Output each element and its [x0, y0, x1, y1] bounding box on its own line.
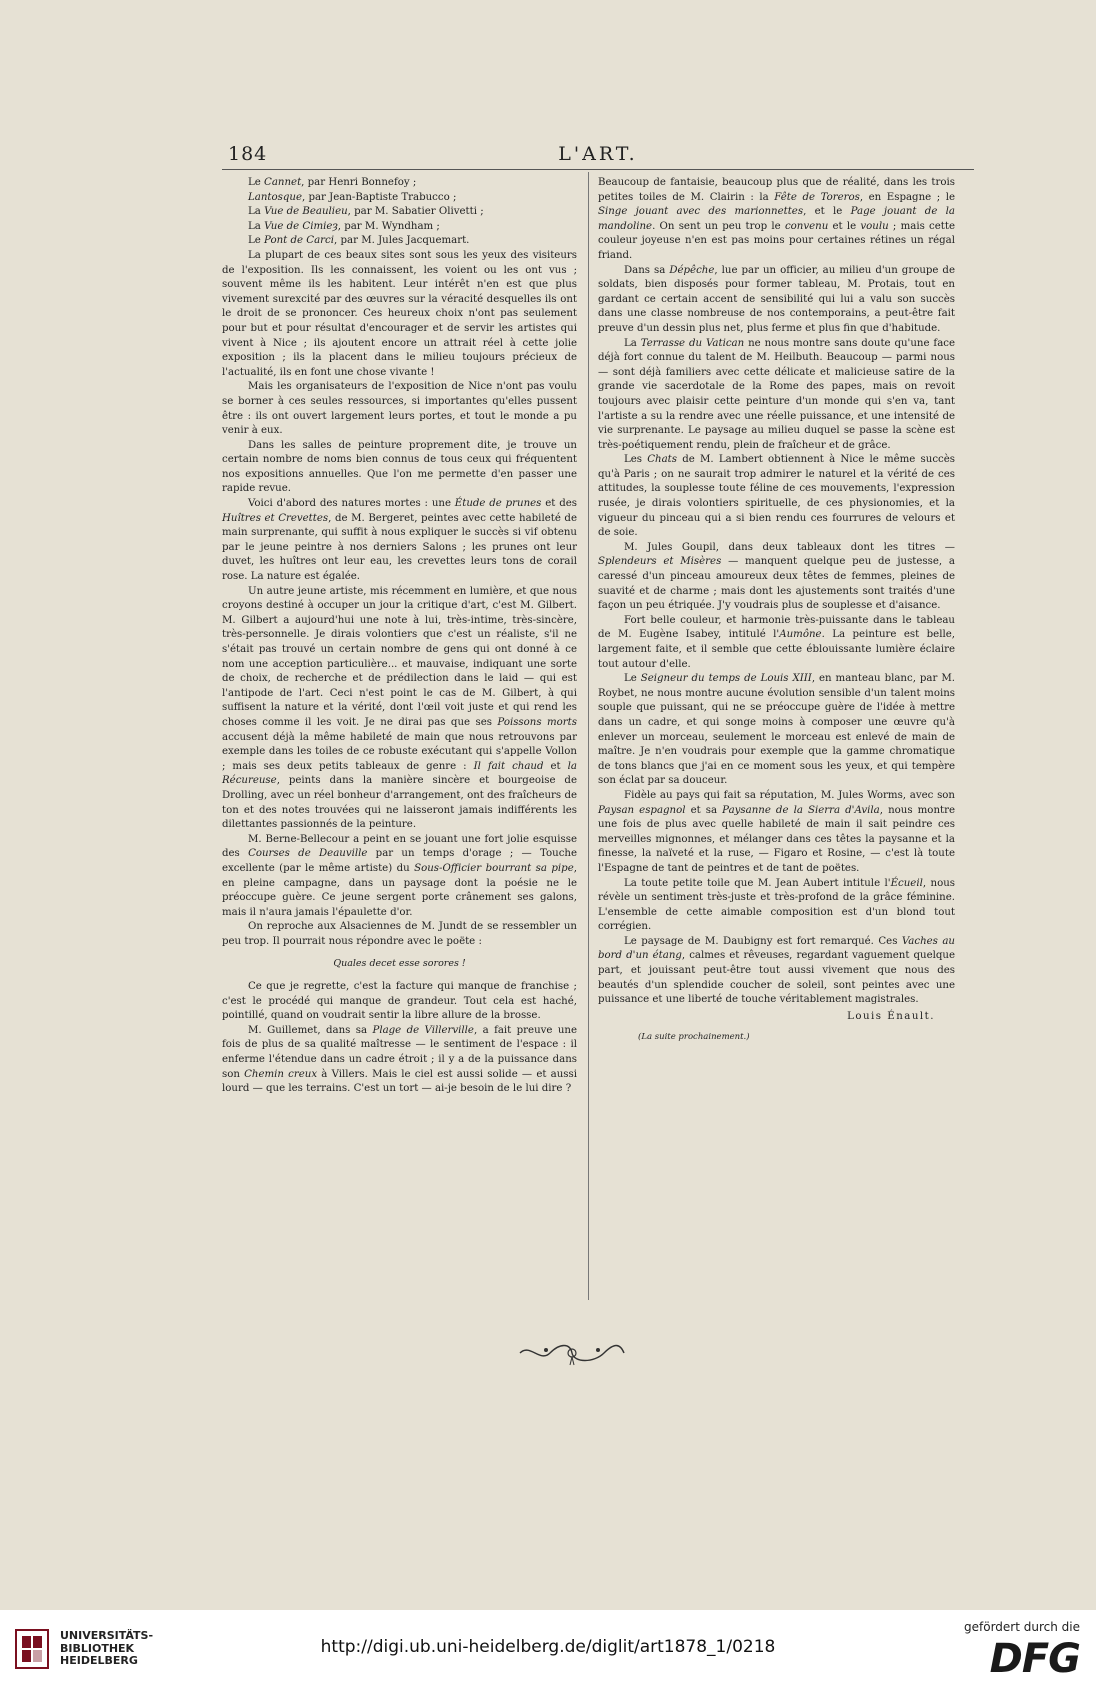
paragraph: La plupart de ces beaux sites sont sous les yeux des visiteurs de l'exposition. Ils les connaissent, les voient ou les ont vus ; souvent même ils les habitent. Leur intérêt n'en est que plus vivement surexcité par des œuvres sur la véracité desquelles ils ont le droit de se prononcer. Ces heureux choix n'ont pas seulement pour but et pour résultat d'encourager et de servir les artistes qui vivent à Nice ; ils ajoutent encore un attrait réel à cette jolie exposition ; ils la placent dans le milieu toujours précieux de l'actualité, ils en font une chose vivante ! — [222, 249, 577, 378]
paragraph: Le Seigneur du temps de Louis XIII, en manteau blanc, par M. Roybet, ne nous montre aucune évolution sensible d'un talent moins souple que puissant, qui ne se préoccupe guère de l'idée à mettre dans un cadre, et qui songe moins à composer une œuvre qu'à enlever un morceau, seulement le morceau est enlevé de main de maître. Je n'en voudrais pour exemple que la gamme chromatique de tons blancs que j'ai en ce moment sous les yeux, et qui tempère son éclat par sa douceur. — [598, 673, 955, 787]
paragraph: M. Berne-Bellecour a peint en se jouant une fort jolie esquisse des Courses de Deauville par un temps d'orage ; — Touche excellente (par le même artiste) du Sous-Officier bourrant sa pipe, en pleine campagne, dans un paysage dont la poésie ne le préoccupe guère. Ce jeune sergent porte crânement ses galons, mais il n'aura jamais l'épaulette d'or. — [222, 833, 577, 918]
left-column — [222, 176, 577, 1097]
library-name-line: UNIVERSITÄTS- — [60, 1629, 154, 1642]
paragraph: La toute petite toile que M. Jean Aubert intitule l'Écueil, nous révèle un sentiment très-juste et très-profond de la grâce féminine. L'ensemble de cette aimable composition est d'un blond tout corrégien. — [598, 877, 955, 933]
quotation: Quales decet esse sorores ! — [333, 958, 466, 970]
paragraph: La Vue de Beaulieu, par M. Sabatier Olivetti ; — [248, 206, 484, 218]
funded-by-label: gefördert durch die — [964, 1620, 1080, 1634]
paragraph: Un autre jeune artiste, mis récemment en lumière, et que nous croyons destiné à occuper un jour la critique d'art, c'est M. Gilbert. M. Gilbert a aujourd'hui une note à lui, très-intime, très-sincère, très-personnelle. Je dirais volontiers que c'est un réaliste, s'il ne s'était pas trouvé un certain nombre de gens qui ont donné à ce nom une acception particulière... et mauvaise, indiquant une sorte de choix, de recherche et de prédilection dans le laid — qui est l'antipode de l'art. Ceci n'est point le cas de M. Gilbert, à qui suffisent la nature et la vérité, dont l'œil voit juste et qui rend les choses comme il les voit. Je ne dirai pas que ses Poissons morts accusent déjà la même habileté de main que nous retrouvons par exemple dans les toiles de ce robuste exécutant qui s'appelle Vollon ; mais ses deux petits tableaux de genre : Il fait chaud et la Récureuse, peints dans la manière sincère et bourgeoise de Drolling, avec un réel bonheur d'arrangement, ont des fraîcheurs de ton et des notes trouvées qui ne laisseront jamais indifférents les dilettantes passionnés de la peinture. — [222, 585, 577, 831]
page-number: 184 — [228, 143, 268, 165]
paragraph: Dans les salles de peinture proprement dite, je trouve un certain nombre de noms bien connus de tous ceux qui fréquentent nos expositions annuelles. Que l'on me permette d'en passer une rapide revue. — [222, 439, 577, 495]
paragraph: Ce que je regrette, c'est la facture qui manque de franchise ; c'est le procédé qui manque de grandeur. Tout cela est haché, pointillé, quand on voudrait sentir la libre allure de la brosse. — [222, 981, 577, 1022]
source-url-link[interactable]: http://digi.ub.uni-heidelberg.de/diglit/art1878_1/0218 — [320, 1637, 776, 1657]
column-divider — [588, 172, 589, 1300]
paragraph: Lantosque, par Jean-Baptiste Trabucco ; — [248, 191, 457, 203]
paragraph: Le Pont de Carci, par M. Jules Jacquemart. — [248, 235, 470, 247]
library-name-line: HEIDELBERG — [60, 1654, 138, 1667]
paragraph: La Vue de Cimieȝ, par M. Wyndham ; — [248, 220, 440, 232]
paragraph: Mais les organisateurs de l'exposition de Nice n'ont pas voulu se borner à ces seules ressources, si importantes qu'elles pussent être : ils ont ouvert largement leurs portes, et tout le monde a pu venir à eux. — [222, 381, 577, 437]
paragraph: Voici d'abord des natures mortes : une Étude de prunes et des Huîtres et Crevettes, de M. Bergeret, peintes avec cette habileté de main surprenante, qui suffit à nous expliquer le succès si vif obtenu par le jeune peintre à nos derniers Salons ; les prunes ont leur duvet, les huîtres ont leur eau, les crevettes leurs tons de corail rose. La nature est égalée. — [222, 498, 577, 583]
author-signature: Louis Énault. — [847, 1010, 935, 1022]
journal-title: L'ART. — [558, 143, 638, 165]
page-header — [228, 143, 968, 167]
paragraph: La Terrasse du Vatican ne nous montre sans doute qu'une face déjà fort connue du talent de M. Heilbuth. Beaucoup — parmi nous — sont déjà familiers avec cette délicate et malicieuse satire de la grande vie sacerdotale de la Rome des papes, mais on revoit toujours avec plaisir cette peinture d'un monde qui s'en va, tant l'artiste a su la rendre avec une réelle puissance, et une intensité de vie surprenante. Le paysage au milieu duquel se passe la scène est très-poétiquement rendu, plein de fraîcheur et de grâce. — [598, 337, 955, 451]
paragraph: Beaucoup de fantaisie, beaucoup plus que de réalité, dans les trois petites toiles de M. Clairin : la Fête de Toreros, en Espagne ; le Singe jouant avec des marionnettes, et le Page jouant de la mandoline. On sent un peu trop le convenu et le voulu ; mais cette couleur joyeuse n'en est pas moins pour certaines rétines un régal friand. — [598, 177, 956, 261]
paragraph: Les Chats de M. Lambert obtiennent à Nice le même succès qu'à Paris ; on ne saurait trop admirer le naturel et la vérité de ces attitudes, la souplesse toute féline de ces mouvements, l'expression rusée, je dirais volontiers spirituelle, de ces physionomies, et la vigueur du pinceau qui a si bien rendu ces fourrures de velours et de soie. — [598, 454, 956, 539]
dfg-logo: DFG — [989, 1636, 1080, 1682]
right-column — [598, 176, 955, 1045]
paragraph: Le Cannet, par Henri Bonnefoy ; — [248, 177, 417, 188]
ornament-vignette — [516, 1338, 628, 1368]
paragraph: On reproche aux Alsaciennes de M. Jundt de se ressembler un peu trop. Il pourrait nous répondre avec le poëte : — [222, 921, 577, 947]
paragraph: M. Jules Goupil, dans deux tableaux dont les titres — Splendeurs et Misères — manquent quelque peu de justesse, a caressé d'un pinceau amoureux deux têtes de femmes, pleines de suavité et de charme ; mais dont les ajustements sont traités d'une façon un peu étriquée. J'y voudrais plus de souplesse et d'aisance. — [598, 541, 955, 612]
continuation-note: (La suite prochainement.) — [638, 1032, 750, 1043]
library-name-line: BIBLIOTHEK — [60, 1641, 135, 1655]
paragraph: Fidèle au pays qui fait sa réputation, M. Jules Worms, avec son Paysan espagnol et sa Paysanne de la Sierra d'Avila, nous montre une fois de plus avec quelle habileté de main il sait peindre ces merveilles mignonnes, et mélanger dans ces têtes la paysanne et la finesse, la naïveté et la ruse, — Figaro et Rosine, — c'est là toute l'Espagne de tant de peintres et de tant de poëtes. — [598, 789, 955, 874]
footer-bar — [0, 1610, 1096, 1685]
paragraph: Fort belle couleur, et harmonie très-puissante dans le tableau de M. Eugène Isabey, intitulé l'Aumône. La peinture est belle, largement faite, et il semble que cette éblouissante lumière éclaire tout autour d'elle. — [598, 614, 956, 670]
paragraph: M. Guillemet, dans sa Plage de Villerville, a fait preuve une fois de plus de sa qualité maîtresse — le sentiment de l'espace : il enferme l'étendue dans un cadre étroit ; il y a de la puissance dans son Chemin creux à Villers. Mais le ciel est aussi solide — et aussi lourd — que les terrains. C'est un tort — ai-je besoin de le lui dire ? — [222, 1024, 577, 1095]
paragraph: Dans sa Dépêche, lue par un officier, au milieu d'un groupe de soldats, bien disposés pour former tableau, M. Protais, tout en gardant ce certain accent de sensibilité qui lui a valu son succès dans une classe nombreuse de nos contemporains, a peut-être fait preuve d'un dessin plus net, plus ferme et plus fin que d'habitude. — [598, 264, 955, 334]
header-rule — [222, 169, 974, 170]
paragraph: Le paysage de M. Daubigny est fort remarqué. Ces Vaches au bord d'un étang, calmes et rêveuses, regardant vaguement quelque part, et jouissant peut-être tout aussi vivement que nous des beautés d'un splendide coucher de soleil, sont peintes avec une puissance et une liberté de touche véritablement magistrales. — [598, 935, 956, 1006]
